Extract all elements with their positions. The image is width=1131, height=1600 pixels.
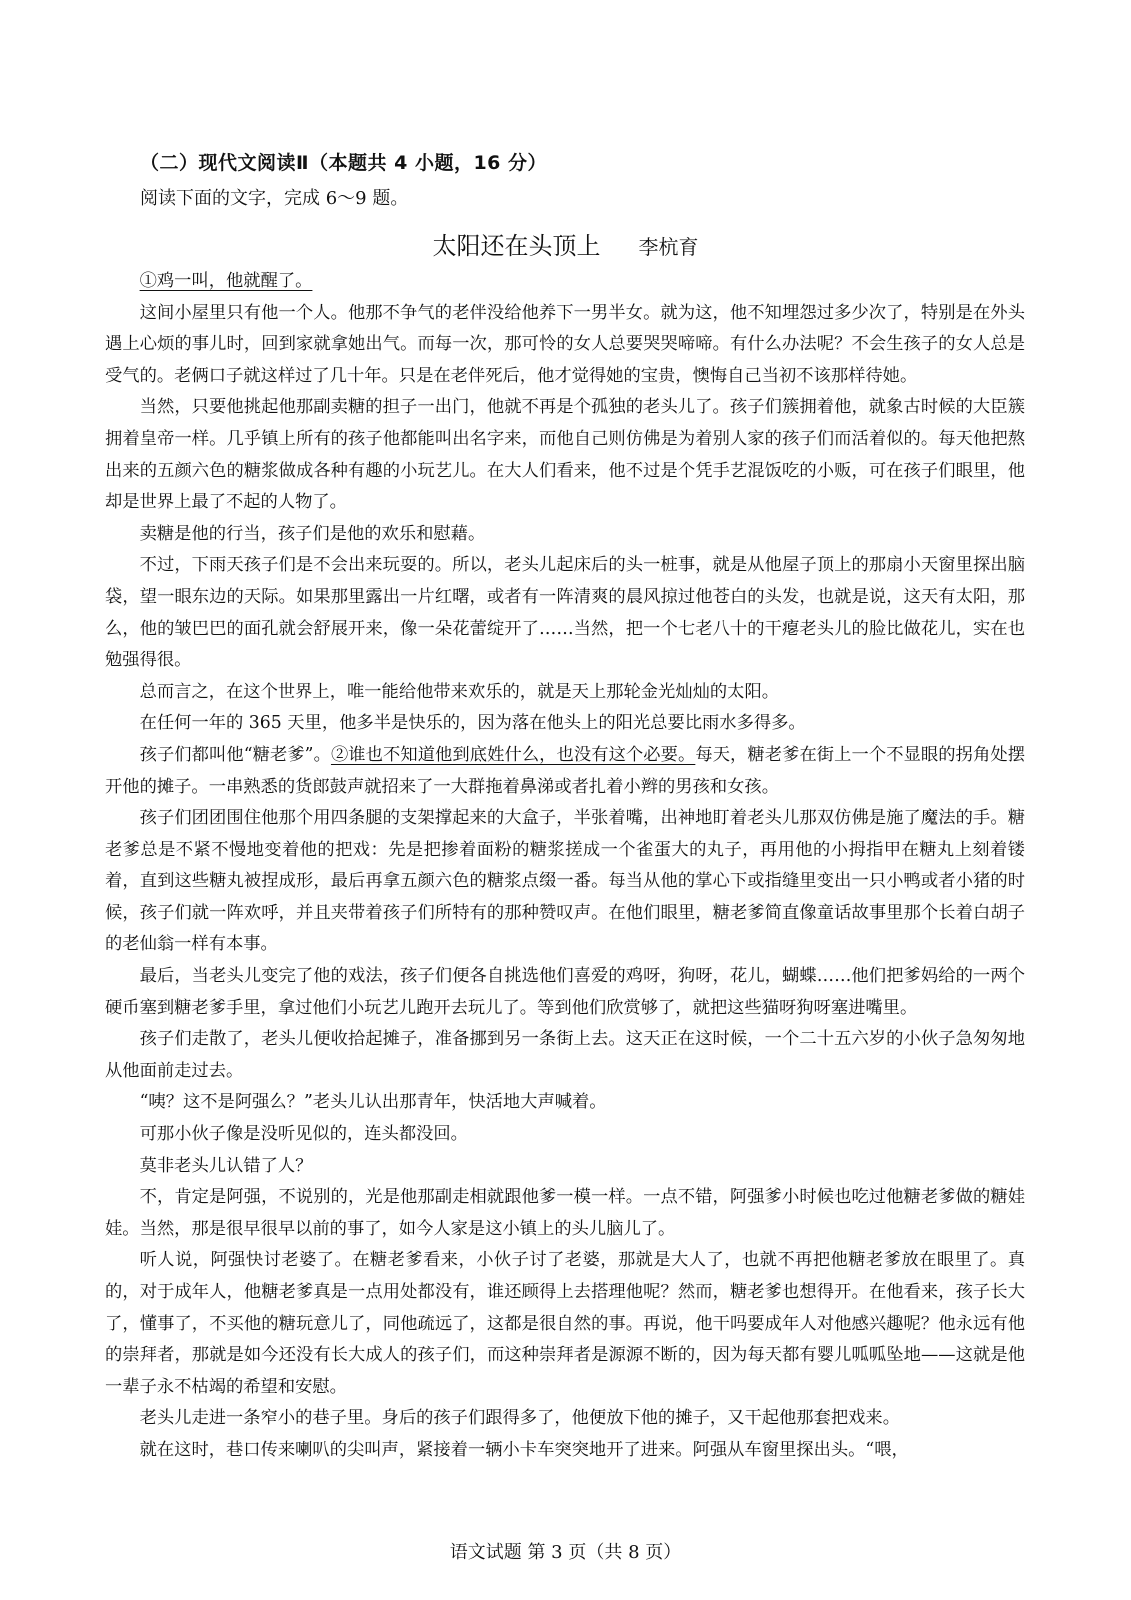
paragraph: 听人说，阿强快讨老婆了。在糖老爹看来，小伙子讨了老婆，那就是大人了，也就不再把他糖老爹放在眼里了。真的，对于成年人，他糖老爹真是一点用处都没有，谁还顾得上去搭理他呢？然而，糖老爹也想得开。在他看来，孩子长大了，懂事了，不买他的糖玩意儿了，同他疏远了，这都是很自然的事。再说，他干吗要成年人对他感兴趣呢？他永远有他的崇拜者，那就是如今还没有长大成人的孩子们，而这种崇拜者是源源不断的，因为每天都有婴儿呱呱坠地——这就是他一辈子永不枯竭的希望和安慰。: [105, 1250, 1025, 1397]
paragraph: 这间小屋里只有他一个人。他那不争气的老伴没给他养下一男半女。就为这，他不知埋怨过多少次了，特别是在外头遇上心烦的事儿时，回到家就拿她出气。而每一次，那可怜的女人总要哭哭啼啼。有什么办法呢？不会生孩子的女人总是受气的。老俩口子就这样过了几十年。只是在老伴死后，他才觉得她的宝贵，懊悔自己当初不该那样待她。: [105, 302, 1025, 386]
paragraph: 不，肯定是阿强，不说别的，光是他那副走相就跟他爹一模一样。一点不错，阿强爹小时候也吃过他糖老爹做的糖娃娃。当然，那是很早很早以前的事了，如今人家是这小镇上的头儿脑儿了。: [105, 1187, 1025, 1239]
article-title: 太阳还在头顶上: [432, 232, 601, 260]
paragraph: 可那小伙子像是没听见似的，连头都没回。: [139, 1124, 468, 1145]
paragraph: 莫非老头儿认错了人？: [139, 1155, 313, 1176]
paragraph: 最后，当老头儿变完了他的戏法，孩子们便各自挑选他们喜爱的鸡呀，狗呀，花儿，蝴蝶……他们把爹妈给的一两个硬币塞到糖老爹手里，拿过他们小玩艺儿跑开去玩儿了。等到他们欣赏够了，就把这些猫呀狗呀塞进嘴里。: [105, 966, 1025, 1018]
paragraph-text: 孩子们都叫他“糖老爹”。: [139, 744, 331, 765]
paragraph: 总而言之，在这个世界上，唯一能给他带来欢乐的，就是天上那轮金光灿灿的太阳。: [139, 681, 780, 702]
paragraph: 卖糖是他的行当，孩子们是他的欢乐和慰藉。: [139, 523, 486, 544]
article-body: [105, 266, 1025, 1467]
paragraph: 当然，只要他挑起他那副卖糖的担子一出门，他就不再是个孤独的老头儿了。孩子们簇拥着他，就象古时候的大臣簇拥着皇帝一样。几乎镇上所有的孩子他都能叫出名字来，而他自己则仿佛是为着别人家的孩子们而活着似的。每天他把熬出来的五颜六色的糖浆做成各种有趣的小玩艺儿。在大人们看来，他不过是个凭手艺混饭吃的小贩，可在孩子们眼里，他却是世界上最了不起的人物了。: [105, 397, 1025, 513]
marked-sentence-2: ②谁也不知道他到底姓什么，也没有这个必要。: [330, 744, 696, 765]
paragraph-text: 每天，糖老爹在街上一个不显眼的拐角处摆开他的摊子。一串熟悉的货郎鼓声就招来了一大群拖着鼻涕或者扎着小辫的男孩和女孩。: [105, 744, 1025, 797]
paragraph: 老头儿走进一条窄小的巷子里。身后的孩子们跟得多了，他便放下他的摊子，又干起他那套把戏来。: [139, 1408, 900, 1429]
article-author: 李杭育: [638, 235, 699, 259]
paragraph: 孩子们走散了，老头儿便收拾起摊子，准备挪到另一条街上去。这天正在这时候，一个二十五六岁的小伙子急匆匆地从他面前走过去。: [105, 1029, 1025, 1081]
paragraph: 在任何一年的 365 天里，他多半是快乐的，因为落在他头上的阳光总要比雨水多得多。: [139, 713, 806, 734]
reading-instruction: 阅读下面的文字，完成 6～9 题。: [140, 188, 409, 209]
section-heading: （二）现代文阅读Ⅱ（本题共 4 小题，16 分）: [140, 152, 548, 174]
paragraph: 不过，下雨天孩子们是不会出来玩耍的。所以，老头儿起床后的头一桩事，就是从他屋子顶上的那扇小天窗里探出脑袋，望一眼东边的天际。如果那里露出一片红曙，或者有一阵清爽的晨风掠过他苍白的头发，也就是说，这天有太阳，那么，他的皱巴巴的面孔就会舒展开来，像一朵花蕾绽开了……当然，把一个七老八十的干瘪老头儿的脸比做花儿，实在也勉强得很。: [105, 555, 1025, 671]
paragraph: 就在这时，巷口传来喇叭的尖叫声，紧接着一辆小卡车突突地开了进来。阿强从车窗里探出头。“喂，: [139, 1439, 909, 1460]
page-footer: 语文试题 第 3 页（共 8 页）: [449, 1542, 682, 1563]
paragraph: [105, 266, 1025, 298]
paragraph: “咦？这不是阿强么？”老头儿认出那青年，快活地大声喊着。: [139, 1092, 607, 1113]
article-header: [0, 226, 1131, 261]
marked-sentence-1: ①鸡一叫，他就醒了。: [139, 271, 313, 291]
paragraph: 孩子们团团围住他那个用四条腿的支架撑起来的大盒子，半张着嘴，出神地盯着老头儿那双仿佛是施了魔法的手。糖老爹总是不紧不慢地变着他的把戏：先是把掺着面粉的糖浆搓成一个雀蛋大的丸子，再用他的小拇指甲在糖丸上刻着镂着，直到这些糖丸被捏成形，最后再拿五颜六色的糖浆点缀一番。每当从他的掌心下或指缝里变出一只小鸭或者小猪的时候，孩子们就一阵欢呼，并且夹带着孩子们所特有的那种赞叹声。在他们眼里，糖老爹简直像童话故事里那个长着白胡子的老仙翁一样有本事。: [105, 808, 1025, 955]
paragraph: [105, 740, 1025, 803]
